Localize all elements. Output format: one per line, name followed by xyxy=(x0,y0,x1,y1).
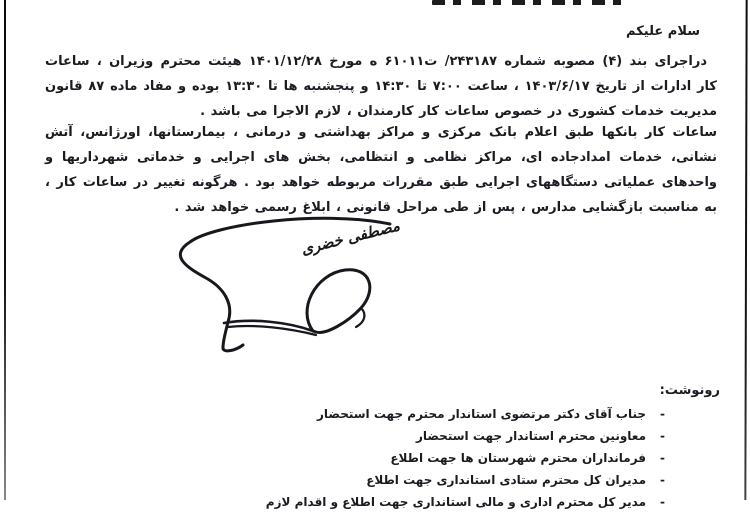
dash-bullet: - xyxy=(660,407,665,421)
dash-bullet: - xyxy=(660,429,665,443)
dash-bullet: - xyxy=(660,451,665,465)
paragraph-exceptions: ساعات کار بانکها طبق اعلام بانک مرکزی و مراکز بهداشتی و درمانی ، بیمارستانها، اورژانس، آتش نشانی، خدمات امدادجاده ای، مراکز نظامی و انتظامی، بخش های اجرایی و خدماتی شهرداریها و واحدهای عملیاتی دستگاههای اجرایی طبق مقررات مربوطه خواهد بود . هرگونه تغییر در ساعات کار ، به مناسبت بازگشایی مدارس ، پس از طی مراحل قانونی ، ابلاغ رسمی خواهد شد . xyxy=(45,125,717,215)
copies-item-text: مدیران کل محترم ستادی استانداری جهت اطلاع xyxy=(366,473,647,487)
copies-item-text: معاونین محترم استاندار جهت استحضار xyxy=(415,429,647,443)
copies-item xyxy=(40,491,665,513)
copies-list xyxy=(40,403,665,513)
copies-item-text: فرمانداران محترم شهرستان ها جهت اطلاع xyxy=(390,451,647,465)
dash-bullet: - xyxy=(660,495,665,509)
signature-name: مصطفی خضری xyxy=(299,216,402,259)
salutation: سلام علیکم xyxy=(626,24,700,39)
scan-border-right xyxy=(744,0,747,500)
scan-border-left xyxy=(4,0,6,500)
copies-item xyxy=(40,425,665,447)
copies-item-text: جناب آقای دکتر مرتضوی استاندار محترم جهت استحضار xyxy=(316,407,647,421)
paragraph-working-hours: دراجرای بند (۴) مصوبه شماره ۲۴۳۱۸۷/ ت۶۱۰۱۱ ه مورخ ۱۴۰۱/۱۲/۲۸ هیئت محترم وزیران ، ساعات کار ادارات از تاریخ ۱۴۰۳/۶/۱۷ ، ساعت ۷:۰۰ تا ۱۴:۳۰ و پنجشنبه ها تا ۱۳:۳۰ بوده و مفاد ماده ۸۷ قانون مدیریت خدمات کشوری در خصوص ساعات کار کارمندان ، لازم الاجرا می باشد . xyxy=(45,54,717,119)
dash-bullet: - xyxy=(660,473,665,487)
copies-item xyxy=(40,469,665,491)
clipped-header-text xyxy=(432,0,624,5)
copies-heading: رونوشت: xyxy=(659,383,720,398)
copies-item xyxy=(40,447,665,469)
copies-item-text: مدیر کل محترم اداری و مالی استانداری جهت اطلاع و اقدام لازم xyxy=(265,495,647,509)
copies-item xyxy=(40,403,665,425)
signature-block xyxy=(150,210,432,358)
